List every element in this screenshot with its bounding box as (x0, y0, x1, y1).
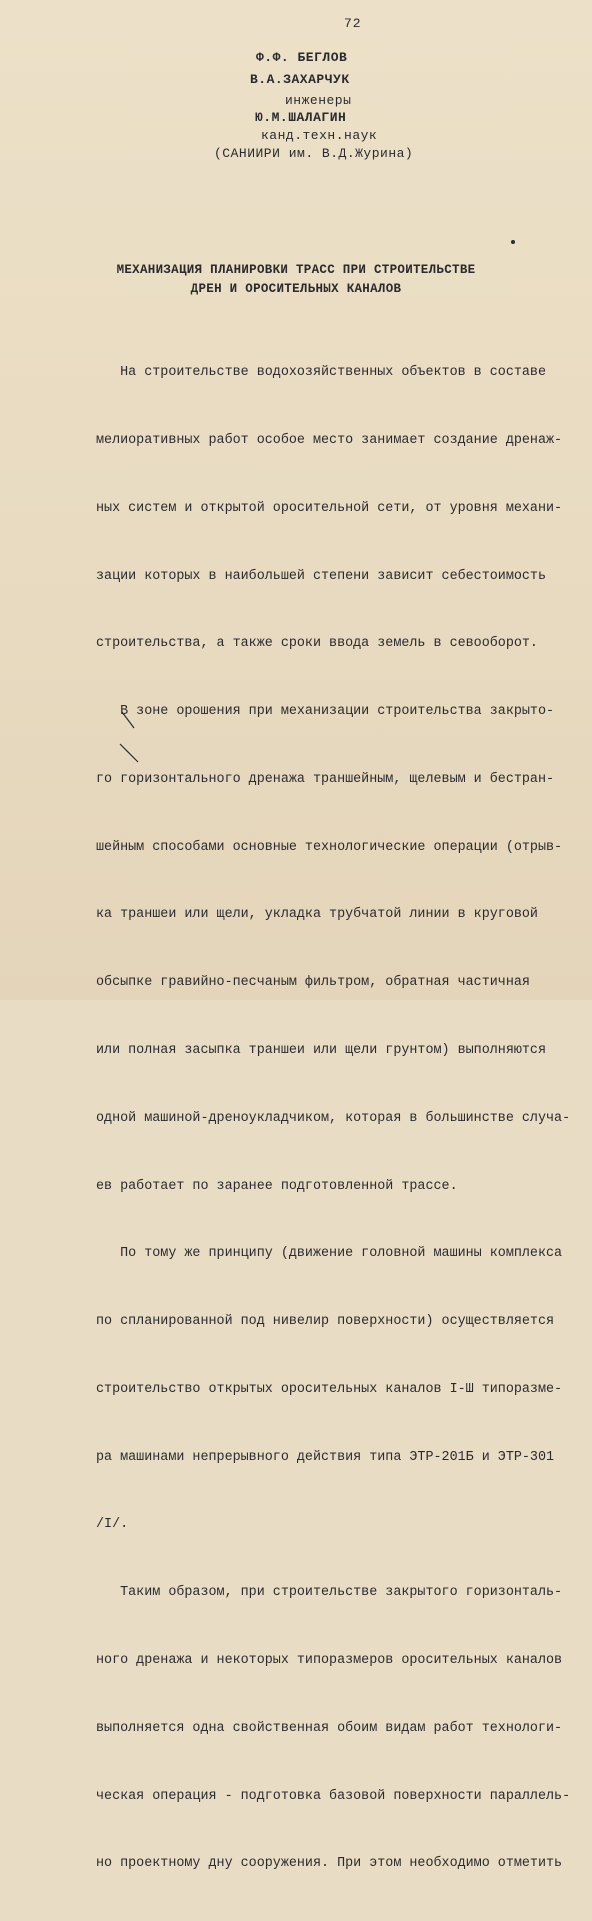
body-line: зации которых в наибольшей степени зависит себестоимость (96, 568, 546, 584)
body-line: ческая операция - подготовка базовой поверхности параллель- (96, 1788, 571, 1804)
body-line: ка траншеи или щели, укладка трубчатой линии в круговой (96, 907, 538, 923)
body-line: но проектному дну сооружения. При этом необходимо отметить (96, 1856, 563, 1872)
body-line: обсыпке гравийно-песчаным фильтром, обратная частичная (96, 975, 530, 991)
handwritten-pen-mark (112, 710, 142, 770)
page-number: 72 (344, 16, 362, 31)
author-role-engineers: инженеры (285, 93, 352, 108)
body-line: одной машиной-дреноукладчиком, которая в большинстве случа- (96, 1110, 571, 1126)
body-line: На строительстве водохозяйственных объектов в составе (96, 365, 546, 381)
body-line: го горизонтального дренажа траншейным, щелевым и бестран- (96, 771, 555, 787)
author-beglov: Ф.Ф. БЕГЛОВ (256, 50, 348, 65)
body-line: шейным способами основные технологические операции (отрыв- (96, 839, 563, 855)
body-line: Таким образом, при строительстве закрытого горизонталь- (96, 1585, 563, 1601)
body-line: мелиоративных работ особое место занимает создание дренаж- (96, 432, 563, 448)
body-line: В зоне орошения при механизации строительства закрыто- (96, 704, 555, 720)
author-affiliation: (САНИИРИ им. В.Д.Журина) (214, 146, 414, 161)
body-line: /I/. (96, 1517, 129, 1533)
body-line: строительства, а также сроки ввода земель в севооборот. (96, 636, 538, 652)
body-line: По тому же принципу (движение головной машины комплекса (96, 1246, 563, 1262)
body-line: ных систем и открытой оросительной сети, от уровня механи- (96, 500, 563, 516)
body-line: выполняется одна свойственная обоим видам работ технологи- (96, 1720, 563, 1736)
body-line: ев работает по заранее подготовленной трассе. (96, 1178, 458, 1194)
author-shalagin: Ю.М.ШАЛАГИН (255, 110, 347, 125)
body-line: строительство открытых оросительных каналов I-Ш типоразме- (96, 1381, 563, 1397)
body-line: ного дренажа и некоторых типоразмеров оросительных каналов (96, 1653, 563, 1669)
author-role-degree: канд.техн.наук (261, 128, 378, 143)
body-line: или полная засыпка траншеи или щели грунтом) выполняются (96, 1043, 546, 1058)
author-zakharchuk: В.А.ЗАХАРЧУК (250, 72, 350, 87)
ink-dot (511, 240, 515, 244)
body-line: ра машинами непрерывного действия типа ЭТР-201Б и ЭТР-301 (96, 1449, 555, 1465)
article-title-line-2: ДРЕН И ОРОСИТЕЛЬНЫХ КАНАЛОВ (190, 282, 402, 296)
body-line: по спланированной под нивелир поверхности) осуществляется (96, 1314, 555, 1330)
article-title-line-1: МЕХАНИЗАЦИЯ ПЛАНИРОВКИ ТРАСС ПРИ СТРОИТЕЛЬСТВЕ (116, 263, 476, 277)
article-body (96, 317, 592, 1921)
